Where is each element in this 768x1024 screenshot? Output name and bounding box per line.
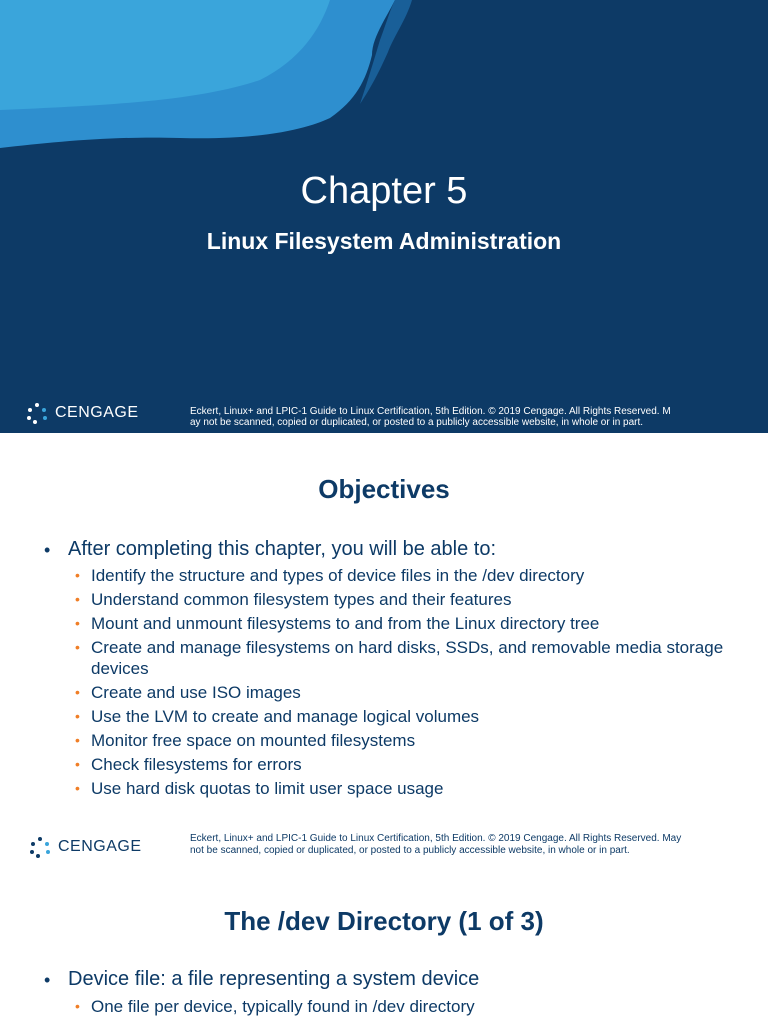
cengage-logo-icon (25, 402, 49, 424)
orange-bullet-icon: • (75, 998, 80, 1014)
objectives-list (75, 565, 725, 802)
copyright-notice (190, 833, 760, 857)
cengage-logo (25, 402, 139, 424)
dev-list (75, 996, 725, 1020)
decorative-brush-art (0, 0, 768, 433)
orange-bullet-icon: • (75, 639, 80, 655)
orange-bullet-icon: • (75, 756, 80, 772)
bullet-text: Device file: a file representing a system device (68, 968, 480, 990)
orange-bullet-icon: • (75, 591, 80, 607)
orange-bullet-icon: • (75, 615, 80, 631)
objectives-slide (0, 448, 768, 866)
list-item: • Create and manage filesystems on hard disks, SSDs, and removable media storage devices (75, 638, 724, 678)
orange-bullet-icon: • (75, 780, 80, 796)
orange-bullet-icon: • (75, 708, 80, 724)
title-slide (0, 0, 768, 433)
list-item: • Create and use ISO images (75, 683, 301, 702)
slide-heading: The /dev Directory (1 of 3) (224, 906, 544, 936)
list-item: • Identify the structure and types of device files in the /dev directory (75, 566, 585, 585)
slide-heading: Objectives (318, 474, 450, 504)
bullet-level1 (44, 968, 479, 992)
cengage-logo-icon (28, 836, 52, 858)
chapter-title: Chapter 5 (300, 170, 468, 212)
bullet-dot-icon: • (44, 970, 51, 990)
list-item: • One file per device, typically found in /dev directory (75, 997, 475, 1016)
list-item: • Use hard disk quotas to limit user space usage (75, 779, 444, 798)
bullet-text: After completing this chapter, you will be able to: (68, 538, 497, 560)
list-item: • Monitor free space on mounted filesystems (75, 731, 416, 750)
cengage-wordmark: CENGAGE (55, 404, 139, 421)
copyright-line: Eckert, Linux+ and LPIC-1 Guide to Linux Certification, 5th Edition. © 2019 Cengage. All Rights Reserved. M (190, 406, 671, 417)
cengage-wordmark: CENGAGE (58, 838, 142, 855)
dev-directory-slide (0, 880, 768, 1024)
bullet-level1 (44, 538, 496, 562)
list-item: • Use the LVM to create and manage logical volumes (75, 707, 480, 726)
copyright-line: ay not be scanned, copied or duplicated, or posted to a publicly accessible website, in whole or in part. (190, 417, 644, 428)
list-item: • Understand common filesystem types and their features (75, 590, 512, 609)
copyright-line: not be scanned, copied or duplicated, or posted to a publicly accessible website, in whole or in part. (190, 845, 630, 856)
copyright-line: Eckert, Linux+ and LPIC-1 Guide to Linux Certification, 5th Edition. © 2019 Cengage. All Rights Reserved. May (190, 833, 682, 844)
orange-bullet-icon: • (75, 732, 80, 748)
cengage-logo (28, 836, 142, 858)
bullet-dot-icon: • (44, 540, 51, 560)
orange-bullet-icon: • (75, 684, 80, 700)
list-item: • Check filesystems for errors (75, 755, 302, 774)
chapter-subtitle: Linux Filesystem Administration (206, 228, 562, 254)
copyright-notice (190, 406, 762, 428)
orange-bullet-icon: • (75, 567, 80, 583)
list-item: • Mount and unmount filesystems to and from the Linux directory tree (75, 614, 600, 633)
